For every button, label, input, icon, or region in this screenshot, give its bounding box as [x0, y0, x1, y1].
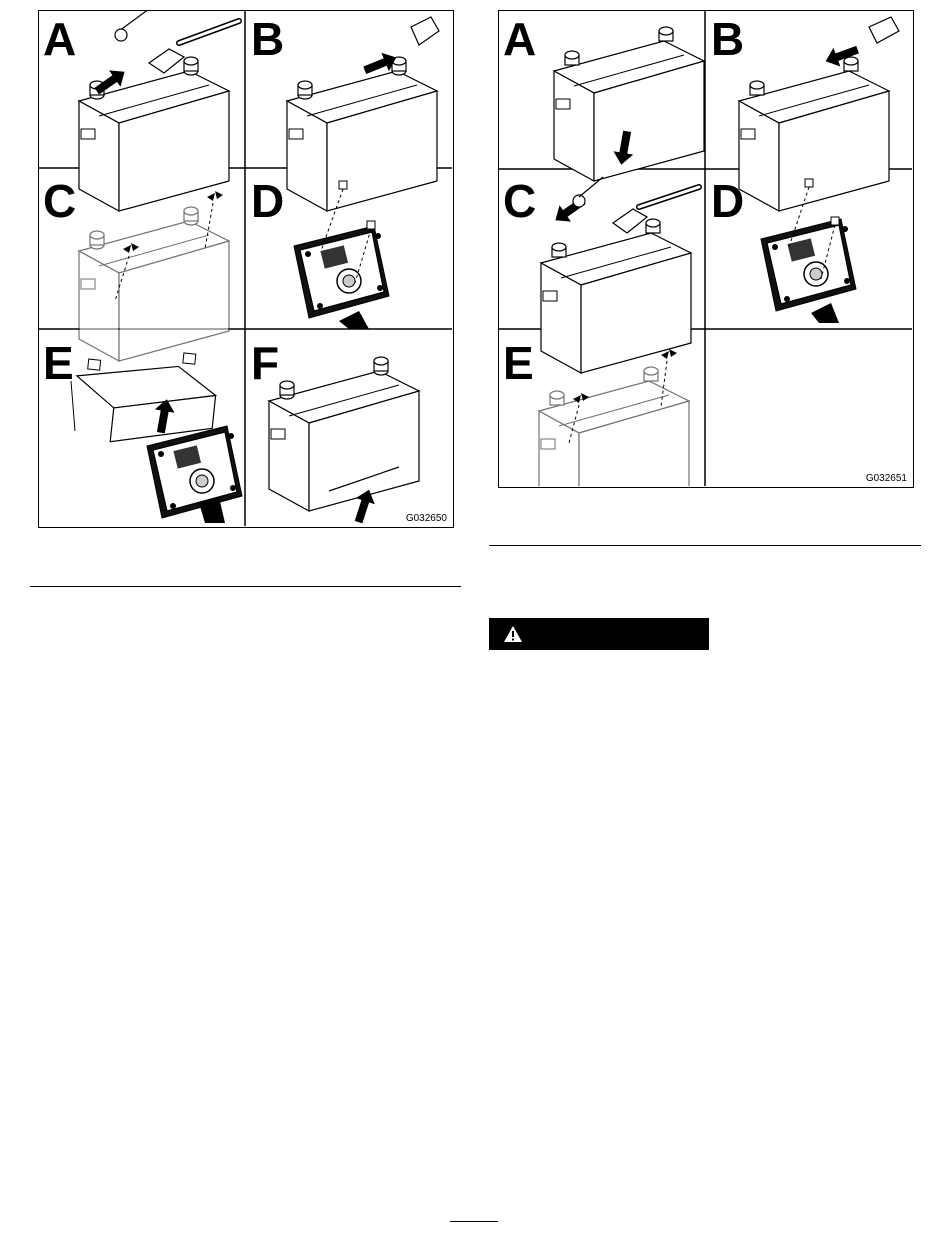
- section-rule-left: [30, 586, 461, 587]
- panel-letter: D: [251, 175, 285, 227]
- panel-letter: F: [251, 337, 280, 389]
- panel-letter: A: [43, 13, 77, 65]
- panel-letter: C: [43, 175, 77, 227]
- warning-triangle-icon: [503, 625, 523, 643]
- panel-letter: A: [503, 13, 537, 65]
- warning-banner: [489, 618, 709, 650]
- page-number-rule: [450, 1221, 498, 1222]
- figure-right-drawing: [499, 11, 912, 486]
- panel-letter: D: [711, 175, 745, 227]
- figure-code: G032650: [405, 513, 447, 524]
- figure-left: [38, 10, 454, 528]
- panel-letter: B: [251, 13, 285, 65]
- panel-letter: C: [503, 175, 537, 227]
- figure-code: G032651: [865, 473, 907, 484]
- figure-right: [498, 10, 914, 488]
- panel-letter: E: [43, 337, 74, 389]
- panel-letter: E: [503, 337, 534, 389]
- figure-left-drawing: [39, 11, 452, 526]
- section-rule-right: [489, 545, 921, 546]
- panel-letter: B: [711, 13, 745, 65]
